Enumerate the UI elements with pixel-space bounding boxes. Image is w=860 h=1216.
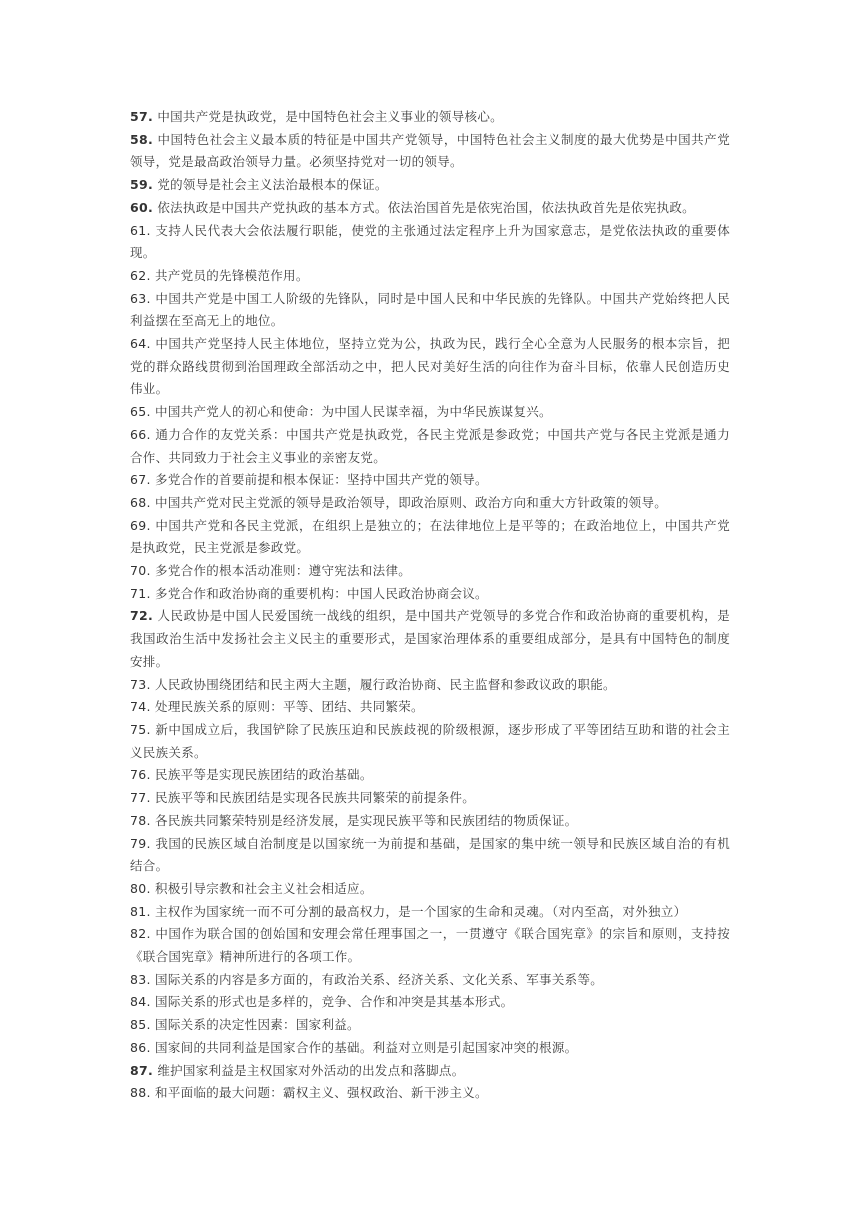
list-item: [130, 265, 730, 288]
list-item: [130, 288, 730, 333]
list-item: [130, 1037, 730, 1060]
item-number: 79.: [130, 835, 151, 851]
item-text: 多党合作的根本活动准则：遵守宪法和法律。: [150, 563, 412, 579]
item-text: 中国共产党和各民主党派，在组织上是独立的；在法律地位上是平等的；在政治地位上，中国共产党是执政党，民主党派是参政党。: [130, 517, 730, 556]
item-number: 62.: [130, 267, 151, 283]
item-number: 57.: [130, 109, 154, 124]
item-number: 66.: [130, 426, 151, 442]
item-number: 76.: [130, 767, 151, 783]
list-item: [130, 969, 730, 992]
item-text: 国际关系的决定性因素：国家利益。: [150, 1017, 360, 1033]
list-item: [130, 174, 730, 197]
item-text: 人民政协是中国人民爱国统一战线的组织，是中国共产党领导的多党合作和政治协商的重要机构，是我国政治生活中发扬社会主义民主的重要形式，是国家治理体系的重要组成部分，是具有中国特色的制度安排。: [130, 608, 730, 669]
item-number: 64.: [130, 336, 151, 352]
item-number: 73.: [130, 676, 151, 692]
item-text: 和平面临的最大问题：霸权主义、强权政治、新干涉主义。: [150, 1085, 488, 1101]
item-number: 82.: [130, 926, 151, 942]
item-text: 处理民族关系的原则：平等、团结、共同繁荣。: [150, 699, 424, 715]
item-number: 74.: [130, 699, 151, 715]
list-item: [130, 833, 730, 878]
item-number: 65.: [130, 404, 151, 420]
list-item: [130, 560, 730, 583]
list-item: [130, 583, 730, 606]
list-item: [130, 492, 730, 515]
item-number: 61.: [130, 222, 151, 238]
item-number: 81.: [130, 903, 151, 919]
list-item: [130, 991, 730, 1014]
item-number: 77.: [130, 790, 151, 806]
list-item: [130, 1060, 730, 1083]
list-item: [130, 674, 730, 697]
item-number: 63.: [130, 290, 151, 306]
list-item: [130, 878, 730, 901]
item-number: 67.: [130, 472, 151, 488]
list-item: [130, 106, 730, 129]
list-item: [130, 333, 730, 401]
item-number: 58.: [130, 131, 154, 147]
item-number: 75.: [130, 721, 151, 737]
item-number: 83.: [130, 971, 151, 987]
list-item: [130, 220, 730, 265]
item-text: 中国共产党是执政党，是中国特色社会主义事业的领导核心。: [153, 109, 503, 124]
list-item: [130, 129, 730, 174]
item-text: 国家间的共同利益是国家合作的基础。利益对立则是引起国家冲突的根源。: [150, 1039, 578, 1055]
item-number: 78.: [130, 812, 151, 828]
list-item: [130, 469, 730, 492]
list-item: [130, 1082, 730, 1105]
item-text: 维护国家利益是主权国家对外活动的出发点和落脚点。: [153, 1062, 465, 1078]
item-text: 党的领导是社会主义法治最根本的保证。: [153, 177, 388, 193]
list-item: [130, 810, 730, 833]
item-text: 多党合作和政治协商的重要机构：中国人民政治协商会议。: [150, 585, 488, 601]
item-number: 71.: [130, 585, 151, 601]
item-number: 87.: [130, 1062, 154, 1078]
item-text: 主权作为国家统一而不可分割的最高权力，是一个国家的生命和灵魂。（对内至高，对外独立）: [150, 903, 687, 919]
item-text: 中国共产党是中国工人阶级的先锋队，同时是中国人民和中华民族的先锋队。中国共产党始终把人民利益摆在至高无上的地位。: [130, 290, 730, 329]
item-number: 70.: [130, 563, 151, 579]
item-text: 中国作为联合国的创始国和安理会常任理事国之一，一贯遵守《联合国宪章》的宗旨和原则，支持按《联合国宪章》精神所进行的各项工作。: [130, 926, 730, 965]
list-item: [130, 424, 730, 469]
item-text: 通力合作的友党关系：中国共产党是执政党，各民主党派是参政党；中国共产党与各民主党派是通力合作、共同致力于社会主义事业的亲密友党。: [130, 426, 730, 465]
item-text: 民族平等是实现民族团结的政治基础。: [150, 767, 373, 783]
item-number: 84.: [130, 994, 151, 1010]
list-item: [130, 515, 730, 560]
list-item: [130, 787, 730, 810]
list-item: [130, 401, 730, 424]
item-text: 积极引导宗教和社会主义社会相适应。: [150, 880, 373, 896]
item-text: 中国共产党对民主党派的领导是政治领导，即政治原则、政治方向和重大方针政策的领导。: [150, 494, 668, 510]
document-content: [130, 106, 730, 1105]
item-text: 共产党员的先锋模范作用。: [150, 267, 309, 283]
list-item: [130, 1014, 730, 1037]
item-text: 依法执政是中国共产党执政的基本方式。依法治国首先是依宪治国，依法执政首先是依宪执政。: [153, 199, 695, 215]
item-number: 59.: [130, 177, 154, 193]
item-text: 国际关系的形式也是多样的，竞争、合作和冲突是其基本形式。: [150, 994, 514, 1010]
item-number: 72.: [130, 608, 154, 624]
list-item: [130, 764, 730, 787]
item-number: 86.: [130, 1039, 151, 1055]
item-text: 国际关系的内容是多方面的，有政治关系、经济关系、文化关系、军事关系等。: [150, 971, 604, 987]
item-number: 80.: [130, 880, 151, 896]
item-text: 新中国成立后，我国铲除了民族压迫和民族歧视的阶级根源，逐步形成了平等团结互助和谐的社会主义民族关系。: [130, 721, 730, 760]
item-text: 中国特色社会主义最本质的特征是中国共产党领导，中国特色社会主义制度的最大优势是中国共产党领导，党是最高政治领导力量。必须坚持党对一切的领导。: [130, 131, 730, 170]
item-text: 民族平等和民族团结是实现各民族共同繁荣的前提条件。: [150, 790, 476, 806]
item-text: 人民政协围绕团结和民主两大主题，履行政治协商、民主监督和参政议政的职能。: [150, 676, 616, 692]
item-text: 支持人民代表大会依法履行职能，使党的主张通过法定程序上升为国家意志，是党依法执政的重要体现。: [130, 222, 730, 261]
item-text: 中国共产党坚持人民主体地位，坚持立党为公，执政为民，践行全心全意为人民服务的根本宗旨，把党的群众路线贯彻到治国理政全部活动之中，把人民对美好生活的向往作为奋斗目标，依靠人民创造历史伟业。: [130, 336, 730, 397]
item-text: 多党合作的首要前提和根本保证：坚持中国共产党的领导。: [150, 472, 488, 488]
item-number: 68.: [130, 494, 151, 510]
list-item: [130, 719, 730, 764]
item-number: 69.: [130, 517, 151, 533]
list-item: [130, 197, 730, 220]
list-item: [130, 605, 730, 673]
item-text: 各民族共同繁荣特别是经济发展，是实现民族平等和民族团结的物质保证。: [150, 812, 578, 828]
item-number: 88.: [130, 1085, 151, 1101]
list-item: [130, 696, 730, 719]
item-text: 中国共产党人的初心和使命：为中国人民谋幸福，为中华民族谋复兴。: [150, 404, 552, 420]
item-number: 85.: [130, 1017, 151, 1033]
item-text: 我国的民族区域自治制度是以国家统一为前提和基础，是国家的集中统一领导和民族区域自治的有机结合。: [130, 835, 730, 874]
item-number: 60.: [130, 199, 154, 215]
list-item: [130, 923, 730, 968]
list-item: [130, 901, 730, 924]
